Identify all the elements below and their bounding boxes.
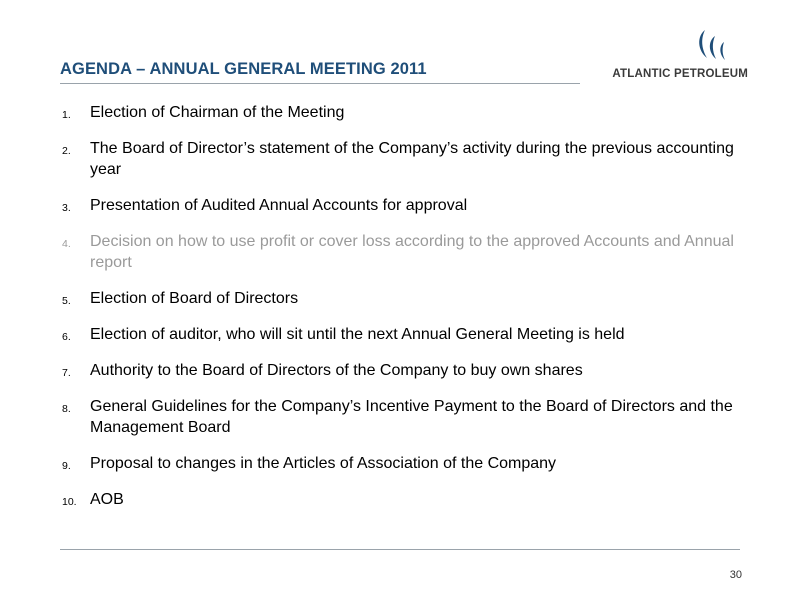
item-text: Proposal to changes in the Articles of Association of the Company xyxy=(90,455,557,472)
logo-wordmark: ATLANTIC PETROLEUM xyxy=(612,68,748,80)
agenda-item xyxy=(62,453,752,474)
item-number: 7. xyxy=(62,367,71,379)
item-number: 9. xyxy=(62,460,71,472)
item-text: Authority to the Board of Directors of the Company to buy own shares xyxy=(90,362,583,379)
item-number: 2. xyxy=(62,145,71,157)
item-number: 6. xyxy=(62,331,71,343)
item-number: 10. xyxy=(62,496,77,508)
footer-divider xyxy=(60,549,740,550)
item-text: The Board of Director’s statement of the Company’s activity during the previous accounting year xyxy=(90,140,734,178)
wave-logo-icon xyxy=(693,26,737,66)
agenda-item xyxy=(62,489,752,510)
item-number: 8. xyxy=(62,403,71,415)
item-text: General Guidelines for the Company’s Incentive Payment to the Board of Directors and the Management Board xyxy=(90,398,733,436)
agenda-item xyxy=(62,396,752,438)
item-number: 3. xyxy=(62,202,71,214)
agenda-item xyxy=(62,102,752,123)
item-number: 1. xyxy=(62,109,71,121)
agenda-item xyxy=(62,231,752,273)
agenda-item xyxy=(62,138,752,180)
agenda-item xyxy=(62,360,752,381)
item-text: Election of Chairman of the Meeting xyxy=(90,104,345,121)
agenda-item xyxy=(62,195,752,216)
agenda-list xyxy=(62,102,752,525)
item-number: 5. xyxy=(62,295,71,307)
item-text: Presentation of Audited Annual Accounts for approval xyxy=(90,197,468,214)
item-text: Election of auditor, who will sit until the next Annual General Meeting is held xyxy=(90,326,625,343)
page-number: 30 xyxy=(729,569,742,581)
item-text: AOB xyxy=(90,491,124,508)
title-divider xyxy=(60,83,580,84)
item-text: Decision on how to use profit or cover loss according to the approved Accounts and Annual report xyxy=(90,233,734,271)
item-text: Election of Board of Directors xyxy=(90,290,299,307)
item-number: 4. xyxy=(62,238,71,250)
agenda-item xyxy=(62,324,752,345)
page-title: AGENDA – ANNUAL GENERAL MEETING 2011 xyxy=(60,60,427,78)
company-logo xyxy=(598,24,748,84)
agenda-item xyxy=(62,288,752,309)
